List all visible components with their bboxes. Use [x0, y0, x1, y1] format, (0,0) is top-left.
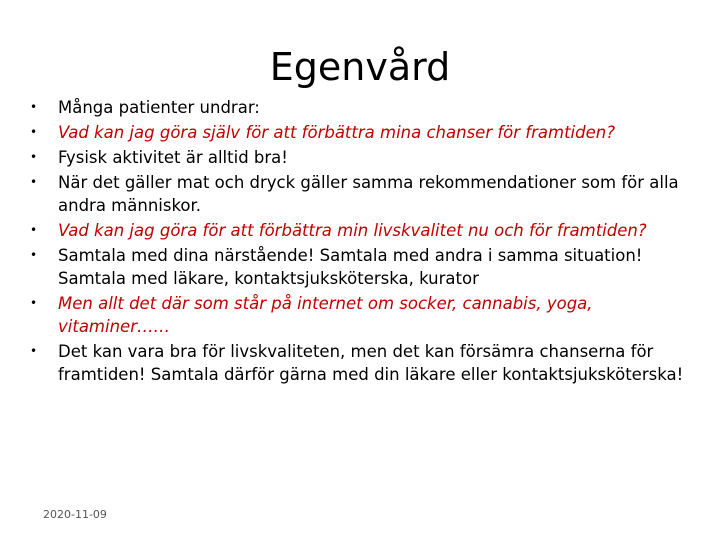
bullet-dot-icon: •	[30, 125, 38, 139]
bullet-text: Fysisk aktivitet är alltid bra!	[58, 148, 288, 167]
bullet-item	[30, 292, 700, 338]
bullet-item	[30, 171, 700, 217]
slide-title	[0, 42, 720, 92]
bullet-dot-icon: •	[30, 344, 38, 358]
bullet-text: När det gäller mat och dryck gäller samma rekommendationer som för alla andra människor.	[58, 173, 679, 215]
bullet-text: Men allt det där som står på internet om socker, cannabis, yoga, vitaminer……	[58, 294, 593, 336]
bullet-item	[30, 96, 700, 119]
bullet-dot-icon: •	[30, 223, 38, 237]
bullet-dot-icon: •	[30, 175, 38, 189]
bullet-item	[30, 219, 700, 242]
bullet-text: Det kan vara bra för livskvaliteten, men det kan försämra chanserna för framtiden! Samtala därför gärna med din läkare eller kontaktsjuksköterska!	[58, 342, 684, 384]
bullet-dot-icon: •	[30, 100, 38, 114]
bullet-list	[30, 96, 700, 388]
bullet-text: Vad kan jag göra själv för att förbättra mina chanser för framtiden?	[58, 123, 615, 142]
slide-title-text: Egenvård	[269, 45, 451, 89]
bullet-item	[30, 340, 700, 386]
bullet-text: Samtala med dina närstående! Samtala med andra i samma situation! Samtala med läkare, kontaktsjuksköterska, kurator	[58, 246, 643, 288]
bullet-dot-icon: •	[30, 150, 38, 164]
bullet-text: Många patienter undrar:	[58, 98, 260, 117]
bullet-dot-icon: •	[30, 248, 38, 262]
bullet-dot-icon: •	[30, 296, 38, 310]
bullet-text: Vad kan jag göra för att förbättra min livskvalitet nu och för framtiden?	[58, 221, 647, 240]
slide-date: 2020-11-09	[43, 508, 107, 521]
bullet-item	[30, 121, 700, 144]
bullet-item	[30, 244, 700, 290]
bullet-item	[30, 146, 700, 169]
